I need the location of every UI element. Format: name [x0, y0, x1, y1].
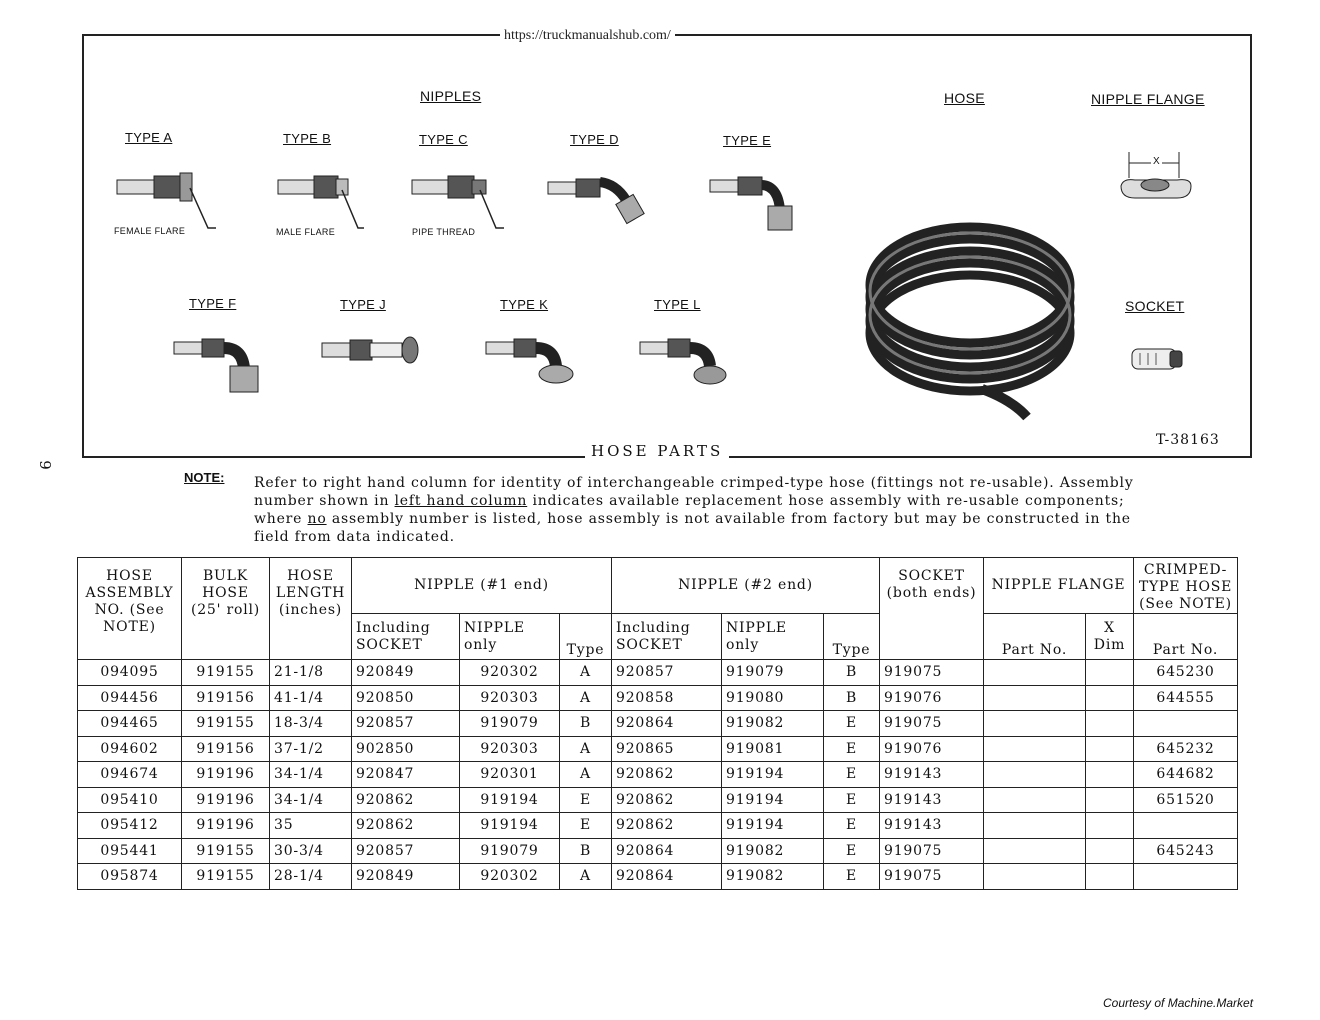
type-c-nipple-icon [410, 170, 510, 240]
cell-assembly: 094465 [78, 711, 182, 737]
header-n1-nipple-only: NIPPLE only [460, 614, 560, 660]
cell-length: 34-1/4 [270, 787, 352, 813]
cell-assembly: 095410 [78, 787, 182, 813]
type-a-label: TYPE A [125, 130, 173, 145]
header-n2-including-socket: Including SOCKET [612, 614, 722, 660]
type-f-nipple-icon [172, 330, 272, 400]
cell-assembly: 094095 [78, 660, 182, 686]
cell-n2-socket: 920862 [612, 762, 722, 788]
cell-n1-type: A [560, 685, 612, 711]
cell-n2-type: E [824, 838, 880, 864]
cell-n1-socket: 920849 [352, 864, 460, 890]
hose-heading: HOSE [944, 90, 985, 106]
type-e-nipple-icon [708, 170, 808, 240]
cell-socket: 919075 [880, 711, 984, 737]
cell-n1-socket: 920850 [352, 685, 460, 711]
page-number: 9 [35, 460, 54, 470]
cell-socket: 919075 [880, 660, 984, 686]
socket-heading: SOCKET [1125, 298, 1185, 314]
cell-n1-socket: 920857 [352, 838, 460, 864]
table-row [78, 864, 1238, 890]
cell-n1-type: A [560, 762, 612, 788]
hose-assembly-table [77, 557, 1238, 890]
cell-flange-x [1086, 685, 1134, 711]
type-l-label: TYPE L [654, 297, 701, 312]
hose-coil-icon [862, 185, 1082, 425]
cell-flange-part [984, 762, 1086, 788]
type-j-nipple-icon [320, 335, 430, 375]
pipe-thread-label: PIPE THREAD [412, 227, 476, 237]
cell-bulk: 919156 [182, 736, 270, 762]
cell-n2-type: E [824, 813, 880, 839]
cell-socket: 919075 [880, 864, 984, 890]
cell-n2-type: B [824, 660, 880, 686]
cell-n2-socket: 920864 [612, 864, 722, 890]
cell-n1-only: 920303 [460, 685, 560, 711]
header-crimped-part-no: Part No. [1134, 614, 1238, 660]
cell-n2-socket: 920858 [612, 685, 722, 711]
cell-socket: 919143 [880, 762, 984, 788]
cell-n2-socket: 920862 [612, 787, 722, 813]
cell-assembly: 095412 [78, 813, 182, 839]
note-text [254, 474, 1154, 546]
type-e-label: TYPE E [723, 133, 772, 148]
cell-n1-type: A [560, 660, 612, 686]
cell-n1-socket: 920857 [352, 711, 460, 737]
cell-n1-type: B [560, 838, 612, 864]
cell-flange-part [984, 660, 1086, 686]
cell-n2-type: E [824, 711, 880, 737]
table-row [78, 838, 1238, 864]
cell-flange-x [1086, 711, 1134, 737]
cell-n1-type: A [560, 736, 612, 762]
header-n2-nipple-only: NIPPLE only [722, 614, 824, 660]
cell-length: 30-3/4 [270, 838, 352, 864]
cell-n1-type: B [560, 711, 612, 737]
cell-crimped: 645230 [1134, 660, 1238, 686]
cell-n1-only: 920302 [460, 864, 560, 890]
cell-flange-part [984, 813, 1086, 839]
cell-socket: 919143 [880, 787, 984, 813]
cell-n2-only: 919079 [722, 660, 824, 686]
cell-n1-only: 919079 [460, 711, 560, 737]
cell-bulk: 919155 [182, 864, 270, 890]
cell-n2-only: 919081 [722, 736, 824, 762]
cell-n2-only: 919082 [722, 838, 824, 864]
cell-flange-part [984, 736, 1086, 762]
cell-n2-socket: 920864 [612, 711, 722, 737]
cell-n1-only: 919194 [460, 787, 560, 813]
cell-length: 41-1/4 [270, 685, 352, 711]
header-bulk: BULK HOSE (25' roll) [182, 558, 270, 660]
cell-flange-x [1086, 762, 1134, 788]
cell-n1-socket: 902850 [352, 736, 460, 762]
cell-n2-type: B [824, 685, 880, 711]
cell-flange-part [984, 787, 1086, 813]
cell-bulk: 919155 [182, 838, 270, 864]
header-flange: NIPPLE FLANGE [984, 558, 1134, 614]
note-label: NOTE: [184, 470, 225, 485]
cell-assembly: 094602 [78, 736, 182, 762]
header-length: HOSE LENGTH (inches) [270, 558, 352, 660]
table-row [78, 685, 1238, 711]
cell-bulk: 919196 [182, 762, 270, 788]
type-k-nipple-icon [484, 330, 584, 390]
cell-n1-only: 920301 [460, 762, 560, 788]
male-flare-label: MALE FLARE [276, 227, 336, 237]
cell-assembly: 095874 [78, 864, 182, 890]
cell-crimped: 644682 [1134, 762, 1238, 788]
cell-n2-socket: 920862 [612, 813, 722, 839]
table-row [78, 660, 1238, 686]
table-row [78, 787, 1238, 813]
header-socket: SOCKET (both ends) [880, 558, 984, 660]
cell-flange-part [984, 838, 1086, 864]
type-d-label: TYPE D [570, 132, 619, 147]
type-f-label: TYPE F [189, 296, 237, 311]
cell-socket: 919075 [880, 838, 984, 864]
header-flange-x-dim: X Dim [1086, 614, 1134, 660]
cell-n2-only: 919194 [722, 813, 824, 839]
cell-length: 35 [270, 813, 352, 839]
cell-assembly: 094456 [78, 685, 182, 711]
cell-crimped [1134, 813, 1238, 839]
header-crimped: CRIMPED-TYPE HOSE (See NOTE) [1134, 558, 1238, 614]
cell-n1-type: E [560, 813, 612, 839]
type-d-nipple-icon [546, 170, 646, 230]
cell-length: 37-1/2 [270, 736, 352, 762]
cell-crimped [1134, 864, 1238, 890]
cell-n2-only: 919082 [722, 711, 824, 737]
cell-flange-x [1086, 660, 1134, 686]
cell-flange-x [1086, 787, 1134, 813]
note-left-hand-column: left hand column [394, 493, 528, 509]
cell-n1-socket: 920862 [352, 813, 460, 839]
cell-n2-only: 919194 [722, 762, 824, 788]
cell-flange-x [1086, 813, 1134, 839]
note-no: no [307, 511, 327, 527]
nipple-flange-heading: NIPPLE FLANGE [1091, 91, 1205, 107]
cell-socket: 919143 [880, 813, 984, 839]
cell-crimped: 651520 [1134, 787, 1238, 813]
cell-length: 21-1/8 [270, 660, 352, 686]
cell-n2-only: 919080 [722, 685, 824, 711]
cell-n1-socket: 920847 [352, 762, 460, 788]
type-a-nipple-icon [112, 170, 222, 240]
cell-n1-only: 919079 [460, 838, 560, 864]
header-flange-part-no: Part No. [984, 614, 1086, 660]
cell-n2-only: 919194 [722, 787, 824, 813]
cell-n2-only: 919082 [722, 864, 824, 890]
cell-crimped [1134, 711, 1238, 737]
cell-flange-x [1086, 736, 1134, 762]
cell-n2-type: E [824, 864, 880, 890]
cell-n1-socket: 920862 [352, 787, 460, 813]
cell-n1-only: 920303 [460, 736, 560, 762]
cell-flange-x [1086, 864, 1134, 890]
table-row [78, 736, 1238, 762]
table-row [78, 813, 1238, 839]
socket-icon [1130, 345, 1190, 375]
cell-length: 18-3/4 [270, 711, 352, 737]
cell-n1-type: A [560, 864, 612, 890]
cell-flange-x [1086, 838, 1134, 864]
cell-length: 28-1/4 [270, 864, 352, 890]
type-j-label: TYPE J [340, 297, 386, 312]
cell-flange-part [984, 711, 1086, 737]
cell-n1-socket: 920849 [352, 660, 460, 686]
cell-flange-part [984, 864, 1086, 890]
cell-socket: 919076 [880, 736, 984, 762]
cell-bulk: 919196 [182, 813, 270, 839]
type-l-nipple-icon [638, 330, 738, 390]
cell-n2-type: E [824, 762, 880, 788]
watermark-url[interactable]: https://truckmanualshub.com/ [500, 28, 675, 44]
cell-bulk: 919155 [182, 711, 270, 737]
cell-crimped: 644555 [1134, 685, 1238, 711]
type-k-label: TYPE K [500, 297, 549, 312]
header-n1-including-socket: Including SOCKET [352, 614, 460, 660]
table-row [78, 711, 1238, 737]
header-nipple2: NIPPLE (#2 end) [612, 558, 880, 614]
cell-n2-socket: 920865 [612, 736, 722, 762]
note-seg: assembly number is listed, hose assembly is not available from factory but may be constructed in the field from data indicated. [254, 511, 1131, 545]
cell-n2-socket: 920857 [612, 660, 722, 686]
type-b-nipple-icon [274, 170, 374, 240]
cell-length: 34-1/4 [270, 762, 352, 788]
cell-n2-type: E [824, 787, 880, 813]
cell-bulk: 919155 [182, 660, 270, 686]
cell-socket: 919076 [880, 685, 984, 711]
note-seg: Refer to right hand column for identity of interchangeable crimped-type hose (fittings not re-usable). Assembly number shown in [254, 475, 1134, 509]
header-n1-type: Type [560, 614, 612, 660]
table-row [78, 762, 1238, 788]
cell-crimped: 645243 [1134, 838, 1238, 864]
header-n2-type: Type [824, 614, 880, 660]
cell-flange-part [984, 685, 1086, 711]
header-nipple1: NIPPLE (#1 end) [352, 558, 612, 614]
cell-n1-type: E [560, 787, 612, 813]
cell-bulk: 919196 [182, 787, 270, 813]
nipples-heading: NIPPLES [420, 88, 482, 104]
cell-n2-type: E [824, 736, 880, 762]
note-seg: indicates available replacement hose assembly with re-usable components; where [254, 493, 1125, 527]
cell-assembly: 094674 [78, 762, 182, 788]
cell-bulk: 919156 [182, 685, 270, 711]
cell-assembly: 095441 [78, 838, 182, 864]
cell-crimped: 645232 [1134, 736, 1238, 762]
female-flare-label: FEMALE FLARE [114, 226, 186, 236]
cell-n1-only: 919194 [460, 813, 560, 839]
figure-number: T-38163 [1156, 432, 1220, 448]
x-dimension-label: X [1153, 156, 1160, 167]
cell-n2-socket: 920864 [612, 838, 722, 864]
header-assembly: HOSE ASSEMBLY NO. (See NOTE) [78, 558, 182, 660]
courtesy-footer: Courtesy of Machine.Market [1103, 996, 1254, 1010]
hose-parts-title: HOSE PARTS [585, 442, 729, 460]
cell-n1-only: 920302 [460, 660, 560, 686]
type-b-label: TYPE B [283, 131, 332, 146]
type-c-label: TYPE C [419, 132, 468, 147]
